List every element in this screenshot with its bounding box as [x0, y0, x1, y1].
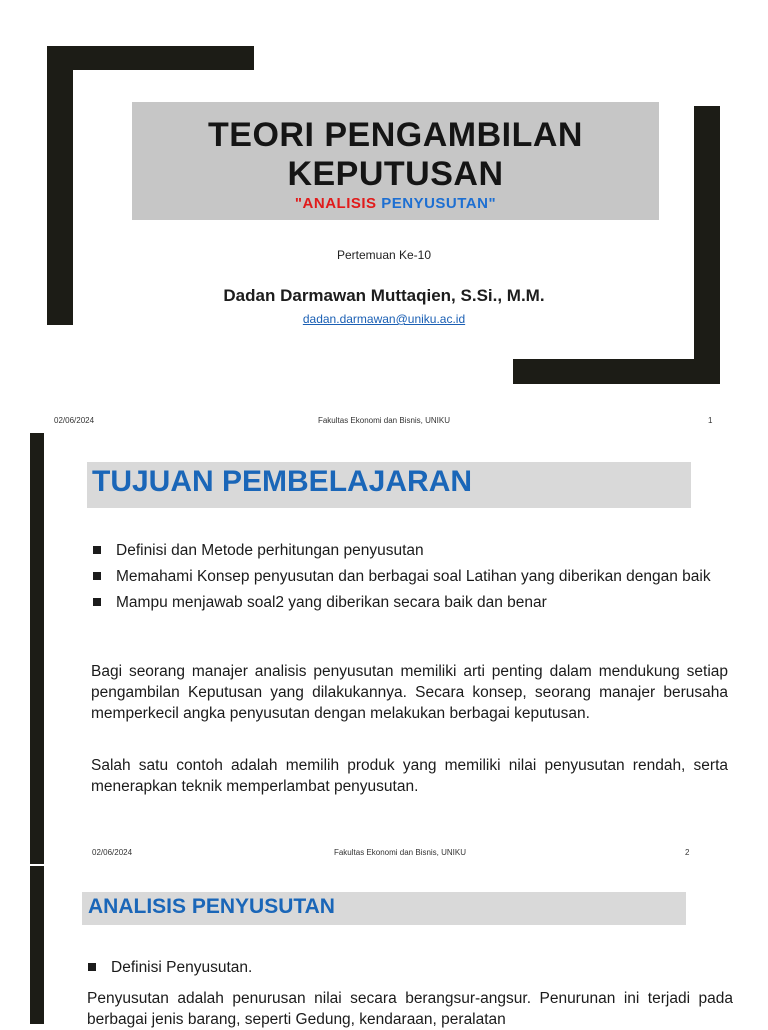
list-item — [91, 541, 729, 560]
bullet-square-icon — [93, 572, 101, 580]
subtitle-quote: " — [294, 195, 303, 212]
list-item-text: Definisi Penyusutan. — [111, 959, 253, 976]
bullet-square-icon — [93, 546, 101, 554]
list-item — [91, 593, 729, 612]
author-name: Dadan Darmawan Muttaqien, S.Si., M.M. — [223, 286, 545, 305]
slide-title: TEORI PENGAMBILAN KEPUTUSAN — [208, 116, 583, 193]
subtitle-blue-word: PENYUSUTAN" — [381, 195, 497, 212]
body-paragraph: Salah satu contoh adalah memilih produk yang memiliki nilai penyusutan rendah, serta menerapkan teknik memperlambat penyusutan. — [91, 757, 728, 795]
footer-center: Fakultas Ekonomi dan Bisnis, UNIKU — [333, 848, 467, 857]
title-box — [132, 102, 659, 220]
body-paragraph: Bagi seorang manajer analisis penyusutan memiliki arti penting dalam mendukung setiap pengambilan Keputusan yang dilakukannya. Secara konsep, seorang manajer berusaha memperkecil angka penyusutan dengan melakukan berbagai keputusan. — [91, 663, 728, 722]
footer-center: Fakultas Ekonomi dan Bisnis, UNIKU — [317, 416, 451, 425]
slide-subtitle — [132, 195, 659, 212]
slide3-left-bar — [30, 866, 44, 1024]
footer-date: 02/06/2024 — [92, 848, 133, 857]
frame-right-vertical — [694, 106, 720, 384]
frame-bottom-horizontal — [513, 359, 720, 384]
objectives-list — [91, 541, 729, 619]
list-item-text: Definisi dan Metode perhitungan penyusutan — [116, 542, 424, 559]
slide2-left-bar — [30, 433, 44, 864]
definition-list — [86, 958, 726, 984]
body-paragraph: Penyusutan adalah penurusan nilai secara berangsur-angsur. Penurunan ini terjadi pada berbagai jenis barang, seperti Gedung, kendaraan, peralatan — [87, 990, 733, 1028]
list-item — [91, 567, 729, 586]
frame-top-horizontal — [47, 46, 254, 70]
list-item-text: Mampu menjawab soal2 yang diberikan secara baik dan benar — [116, 594, 547, 611]
list-item — [86, 958, 726, 977]
author-email-link[interactable]: dadan.darmawan@uniku.ac.id — [302, 312, 466, 326]
bullet-square-icon — [88, 963, 96, 971]
meeting-label: Pertemuan Ke-10 — [336, 248, 432, 262]
bullet-square-icon — [93, 598, 101, 606]
section-heading: ANALISIS PENYUSUTAN — [88, 895, 335, 918]
frame-left-vertical — [47, 46, 73, 325]
footer-date: 02/06/2024 — [54, 416, 95, 425]
subtitle-red-word: ANALISIS — [302, 195, 377, 212]
list-item-text: Memahami Konsep penyusutan dan berbagai soal Latihan yang diberikan dengan baik — [116, 568, 711, 585]
footer-page-number: 1 — [708, 416, 713, 425]
section-heading: TUJUAN PEMBELAJARAN — [92, 465, 473, 498]
footer-page-number: 2 — [685, 848, 690, 857]
